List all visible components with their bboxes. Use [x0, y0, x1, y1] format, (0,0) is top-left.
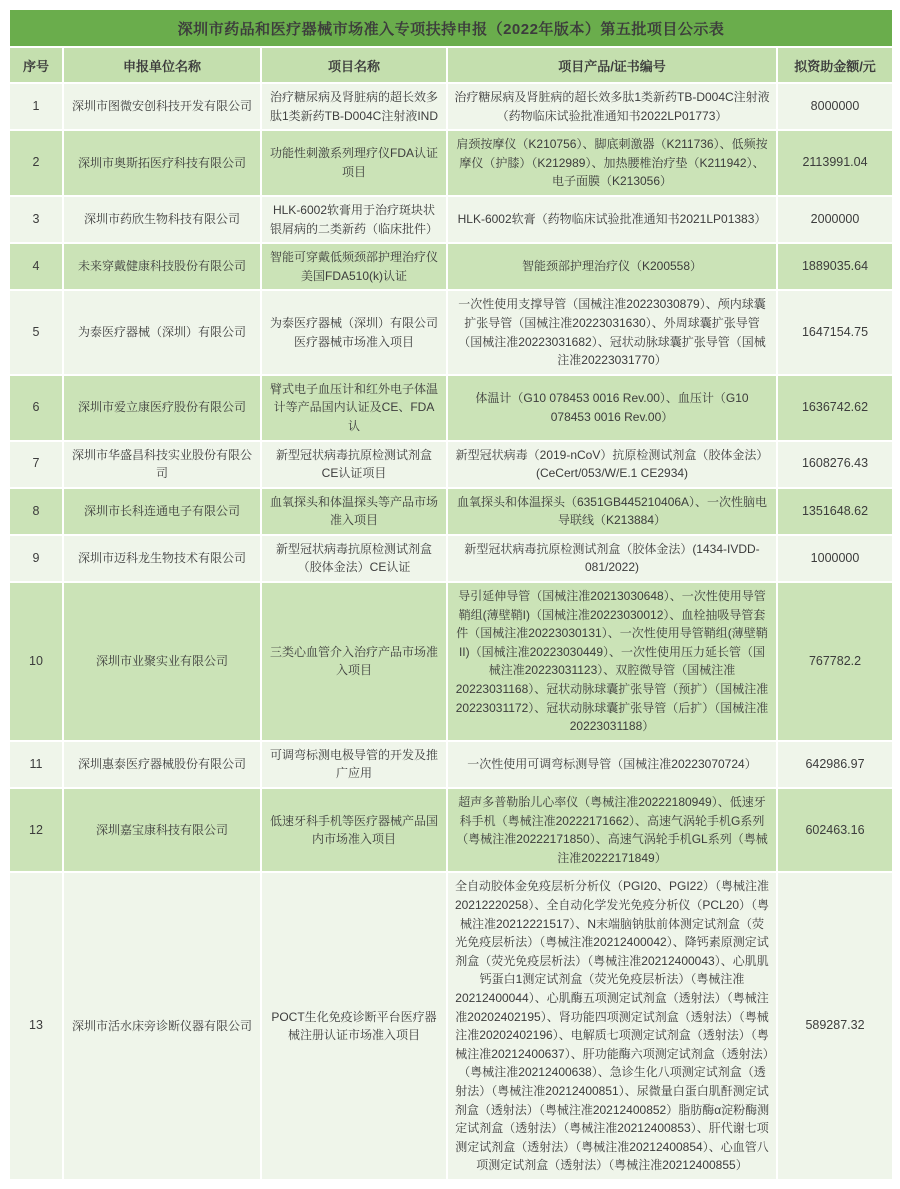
- project-name-cell: 智能可穿戴低频颈部护理治疗仪美国FDA510(k)认证: [261, 243, 447, 290]
- applicant-name-cell: 深圳市药欣生物科技有限公司: [63, 196, 261, 243]
- amount-cell: 8000000: [777, 83, 893, 130]
- project-name-cell: 功能性刺激系列理疗仪FDA认证项目: [261, 130, 447, 196]
- project-name-cell: 新型冠状病毒抗原检测试剂盒CE认证项目: [261, 441, 447, 488]
- project-name-cell: 新型冠状病毒抗原检测试剂盒（胶体金法）CE认证: [261, 535, 447, 582]
- col-header-project: 项目名称: [261, 47, 447, 83]
- products-cert-cell: 新型冠状病毒（2019-nCoV）抗原检测试剂盒（胶体金法）(CeCert/053/W/E.1 CE2934): [447, 441, 777, 488]
- col-header-amount: 拟资助金额/元: [777, 47, 893, 83]
- projects-table: [8, 8, 894, 1181]
- table-row: [9, 441, 893, 488]
- applicant-name-cell: 深圳市华盛昌科技实业股份有限公司: [63, 441, 261, 488]
- table-row: [9, 535, 893, 582]
- products-cert-cell: 导引延伸导管（国械注准20213030648）、一次性使用导管鞘组(薄壁鞘I)（国械注准20223030012）、血栓抽吸导管套件（国械注准20223030131）、一次性使用导管鞘组(薄壁鞘II)（国械注准20223030449）、一次性使用压力延长管（国械注准20223031123）、双腔微导管（国械注准20223031168）、冠状动脉球囊扩张导管（预扩）（国械注准20223031172）、冠状动脉球囊扩张导管（后扩）（国械注准20223031188）: [447, 582, 777, 741]
- col-header-products: 项目产品/证书编号: [447, 47, 777, 83]
- row-number-cell: 9: [9, 535, 63, 582]
- table-row: [9, 130, 893, 196]
- applicant-name-cell: 深圳市长科连通电子有限公司: [63, 488, 261, 535]
- products-cert-cell: 一次性使用可调弯标测导管（国械注准20223070724）: [447, 741, 777, 788]
- project-name-cell: 血氧探头和体温探头等产品市场准入项目: [261, 488, 447, 535]
- products-cert-cell: 治疗糖尿病及肾脏病的超长效多肽1类新药TB-D004C注射液（药物临床试验批准通知书2022LP01773）: [447, 83, 777, 130]
- project-name-cell: 低速牙科手机等医疗器械产品国内市场准入项目: [261, 788, 447, 872]
- products-cert-cell: 血氧探头和体温探头（6351GB445210406A）、一次性脑电导联线（K213884）: [447, 488, 777, 535]
- products-cert-cell: 体温计（G10 078453 0016 Rev.00）、血压计（G10 078453 0016 Rev.00）: [447, 375, 777, 441]
- applicant-name-cell: 深圳市迈科龙生物技术有限公司: [63, 535, 261, 582]
- row-number-cell: 2: [9, 130, 63, 196]
- applicant-name-cell: 深圳市活水床旁诊断仪器有限公司: [63, 872, 261, 1180]
- table-row: [9, 788, 893, 872]
- amount-cell: 767782.2: [777, 582, 893, 741]
- row-number-cell: 4: [9, 243, 63, 290]
- amount-cell: 1636742.62: [777, 375, 893, 441]
- row-number-cell: 10: [9, 582, 63, 741]
- products-cert-cell: 全自动胶体金免疫层析分析仪（PGI20、PGI22）（粤械注准20212220258）、全自动化学发光免疫分析仪（PCL20）（粤械注准20212221517）、N末端脑钠肽前体测定试剂盒（荧光免疫层析法）（粤械注准20212400042）、降钙素原测定试剂盒（荧光免疫层析法）（粤械注准20212400043）、心肌肌钙蛋白1测定试剂盒（荧光免疫层析法）（粤械注准20212400044）、心肌酶五项测定试剂盒（透射法）（粤械注准20202402195）、肾功能四项测定试剂盒（透射法）（粤械注准20202402196）、电解质七项测定试剂盒（透射法）（粤械注准20212400637）、肝功能酶六项测定试剂盒（透射法）（粤械注准20212400638）、急诊生化八项测定试剂盒（透射法）（粤械注准20212400851）、尿微量白蛋白肌酐测定试剂盒（透射法）（粤械注准20212400852）脂肪酶α淀粉酶测定试剂盒（透射法）（粤械注准20212400853）、肝代谢七项测定试剂盒（透射法）（粤械注准20212400854）、心血管八项测定试剂盒（透射法）（粤械注准20212400855）: [447, 872, 777, 1180]
- products-cert-cell: 新型冠状病毒抗原检测试剂盒（胶体金法）(1434-IVDD-081/2022): [447, 535, 777, 582]
- table-row: [9, 375, 893, 441]
- table-row: [9, 741, 893, 788]
- row-number-cell: 8: [9, 488, 63, 535]
- applicant-name-cell: 深圳市业聚实业有限公司: [63, 582, 261, 741]
- table-row: [9, 243, 893, 290]
- project-name-cell: 臂式电子血压计和红外电子体温计等产品国内认证及CE、FDA认: [261, 375, 447, 441]
- applicant-name-cell: 未来穿戴健康科技股份有限公司: [63, 243, 261, 290]
- project-name-cell: POCT生化免疫诊断平台医疗器械注册认证市场准入项目: [261, 872, 447, 1180]
- table-row: [9, 488, 893, 535]
- amount-cell: 2000000: [777, 196, 893, 243]
- row-number-cell: 7: [9, 441, 63, 488]
- amount-cell: 602463.16: [777, 788, 893, 872]
- announcement-page: [8, 8, 892, 1181]
- col-header-no: 序号: [9, 47, 63, 83]
- table-row: [9, 83, 893, 130]
- project-name-cell: 三类心血管介入治疗产品市场准入项目: [261, 582, 447, 741]
- applicant-name-cell: 深圳市爱立康医疗股份有限公司: [63, 375, 261, 441]
- row-number-cell: 11: [9, 741, 63, 788]
- row-number-cell: 5: [9, 290, 63, 374]
- title-row: [9, 9, 893, 47]
- products-cert-cell: 超声多普勒胎儿心率仪（粤械注准20222180949）、低速牙科手机（粤械注准20222171662）、高速气涡轮手机G系列（粤械注准20222171850）、高速气涡轮手机GL系列（粤械注准20222171849）: [447, 788, 777, 872]
- amount-cell: 2113991.04: [777, 130, 893, 196]
- applicant-name-cell: 深圳嘉宝康科技有限公司: [63, 788, 261, 872]
- products-cert-cell: HLK-6002软膏（药物临床试验批准通知书2021LP01383）: [447, 196, 777, 243]
- amount-cell: 1647154.75: [777, 290, 893, 374]
- products-cert-cell: 一次性使用支撑导管（国械注准20223030879）、颅内球囊扩张导管（国械注准20223031630）、外周球囊扩张导管（国械注准20223031682）、冠状动脉球囊扩张导管（国械注准20223031770）: [447, 290, 777, 374]
- amount-cell: 1000000: [777, 535, 893, 582]
- project-name-cell: 可调弯标测电极导管的开发及推广应用: [261, 741, 447, 788]
- table-row: [9, 582, 893, 741]
- row-number-cell: 3: [9, 196, 63, 243]
- table-row: [9, 290, 893, 374]
- amount-cell: 1351648.62: [777, 488, 893, 535]
- project-name-cell: HLK-6002软膏用于治疗斑块状银屑病的二类新药（临床批件）: [261, 196, 447, 243]
- table-row: [9, 872, 893, 1180]
- applicant-name-cell: 深圳市奥斯拓医疗科技有限公司: [63, 130, 261, 196]
- amount-cell: 642986.97: [777, 741, 893, 788]
- applicant-name-cell: 为泰医疗器械（深圳）有限公司: [63, 290, 261, 374]
- col-header-applicant: 申报单位名称: [63, 47, 261, 83]
- project-name-cell: 治疗糖尿病及肾脏病的超长效多肽1类新药TB-D004C注射液IND: [261, 83, 447, 130]
- project-name-cell: 为泰医疗器械（深圳）有限公司医疗器械市场准入项目: [261, 290, 447, 374]
- table-body: [9, 83, 893, 1180]
- applicant-name-cell: 深圳市图微安创科技开发有限公司: [63, 83, 261, 130]
- amount-cell: 1608276.43: [777, 441, 893, 488]
- header-row: [9, 47, 893, 83]
- products-cert-cell: 肩颈按摩仪（K210756）、脚底刺激器（K211736）、低频按摩仪（护膝）（K212989）、加热腰椎治疗垫（K211942）、电子面膜（K213056）: [447, 130, 777, 196]
- applicant-name-cell: 深圳惠泰医疗器械股份有限公司: [63, 741, 261, 788]
- table-row: [9, 196, 893, 243]
- row-number-cell: 12: [9, 788, 63, 872]
- row-number-cell: 1: [9, 83, 63, 130]
- products-cert-cell: 智能颈部护理治疗仪（K200558）: [447, 243, 777, 290]
- row-number-cell: 13: [9, 872, 63, 1180]
- row-number-cell: 6: [9, 375, 63, 441]
- amount-cell: 589287.32: [777, 872, 893, 1180]
- page-title: 深圳市药品和医疗器械市场准入专项扶持申报（2022年版本）第五批项目公示表: [9, 9, 893, 47]
- amount-cell: 1889035.64: [777, 243, 893, 290]
